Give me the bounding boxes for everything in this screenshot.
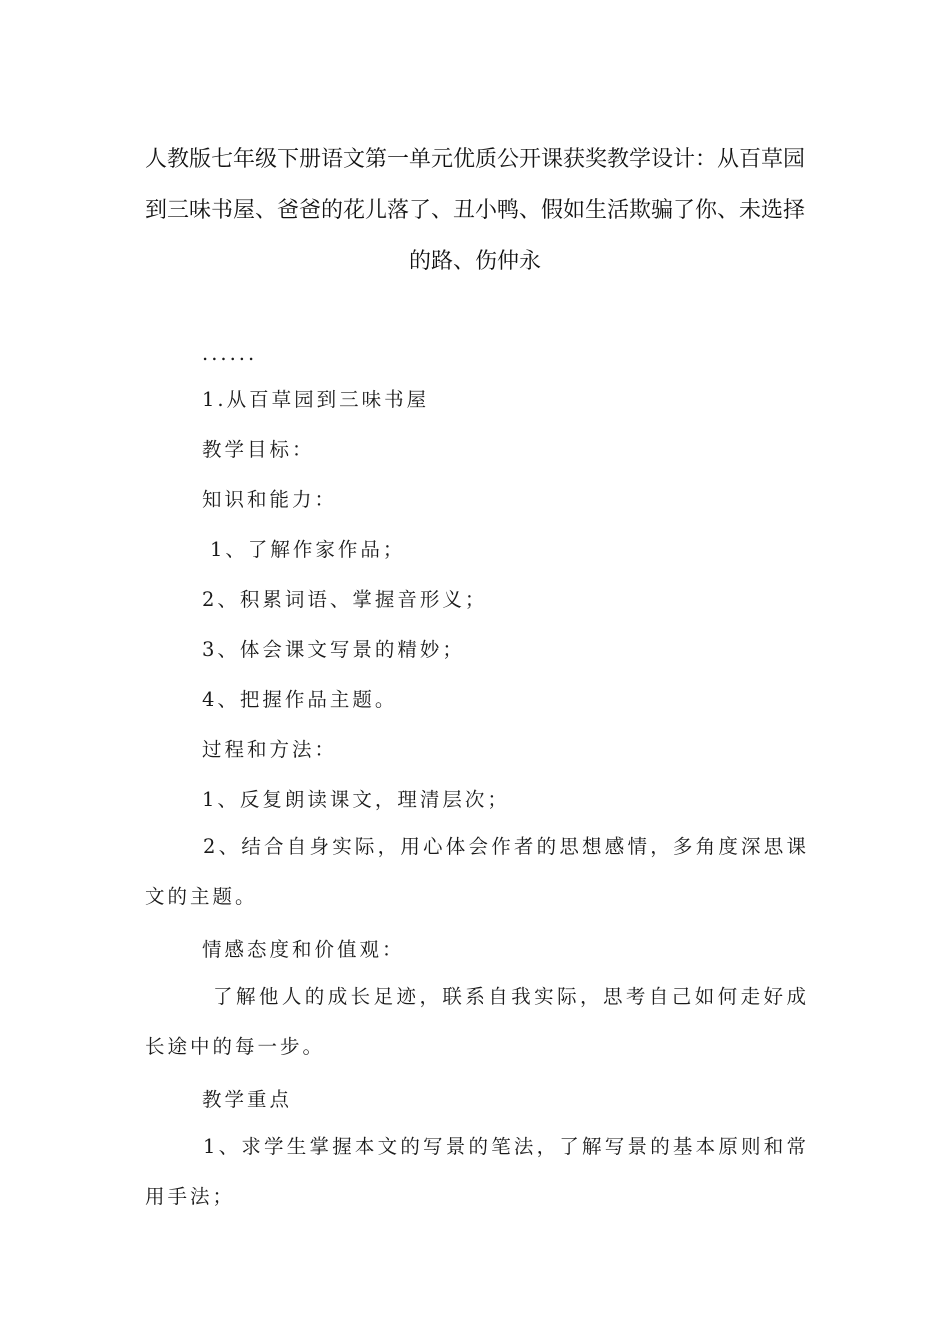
lesson-heading: 1.从百草园到三味书屋	[202, 388, 430, 411]
knowledge-heading: 知识和能力：	[202, 488, 338, 511]
document-title: 人教版七年级下册语文第一单元优质公开课获奖教学设计：从百草园到三味书屋、爸爸的花儿落了、丑小鸭、假如生活欺骗了你、未选择的路、伤仲永	[144, 147, 805, 274]
ellipsis: ......	[202, 342, 258, 365]
process-heading: 过程和方法：	[202, 738, 338, 761]
knowledge-item: 3、体会课文写景的精妙；	[202, 638, 465, 661]
emotion-heading: 情感态度和价值观：	[202, 938, 405, 961]
knowledge-item: 2、积累词语、掌握音形义；	[202, 588, 488, 611]
process-item-wrapped: 2、结合自身实际，用心体会作者的思想感情，多角度深思课文的主题。	[145, 835, 809, 908]
key-points-item: 1、求学生掌握本文的写景的笔法，了解写景的基本原则和常用手法；	[145, 1135, 809, 1208]
process-item: 1、反复朗读课文，理清层次；	[202, 788, 510, 811]
knowledge-item: 4、把握作品主题。	[202, 688, 398, 711]
knowledge-item: 1、了解作家作品；	[210, 538, 406, 561]
teaching-goals-heading: 教学目标：	[202, 438, 315, 461]
emotion-text: 了解他人的成长足迹，联系自我实际，思考自己如何走好成长途中的每一步。	[145, 985, 809, 1058]
key-points-heading: 教学重点	[202, 1088, 293, 1111]
